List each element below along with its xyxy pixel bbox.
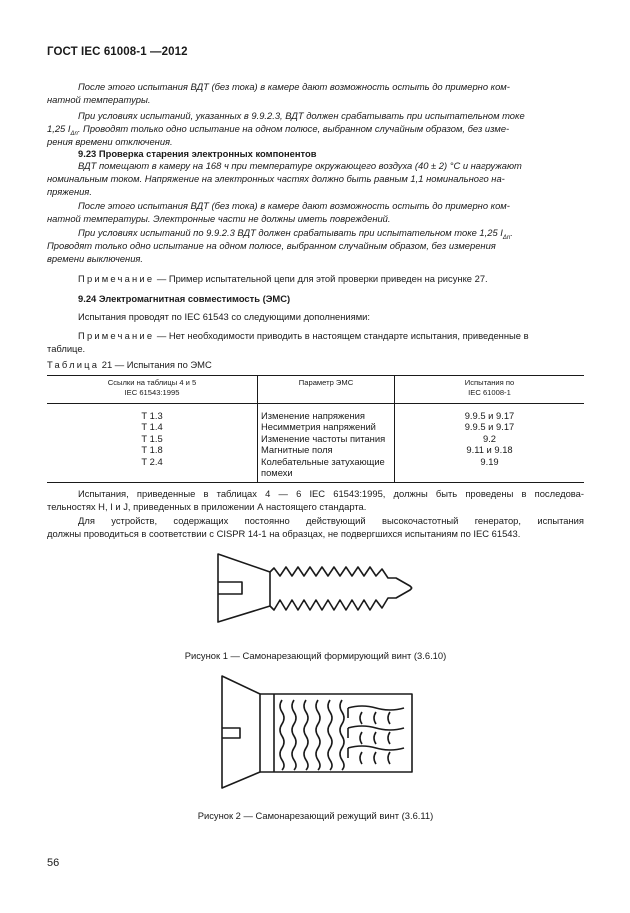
paragraph-line: Проводят только одно испытание на одном полюсе, выбранном случайным образом, без измерения: [47, 240, 496, 251]
table-row: [47, 433, 584, 444]
cell-test: 9.2: [395, 433, 585, 444]
header-parameter: Параметр ЭМС: [258, 376, 395, 404]
paragraph-line: Испытания проводят по IEC 61543 со следующими дополнениями:: [78, 311, 370, 322]
cell-ref: Т 1.4: [141, 421, 163, 433]
paragraph-line: тельностях H, I и J, приведенных в приложении А настоящего стандарта.: [47, 501, 367, 512]
page-number: 56: [47, 857, 60, 869]
paragraph-line: рения времени отключения.: [47, 136, 173, 147]
cell-ref: Т 1.3: [141, 410, 163, 421]
cell-test: 9.19: [395, 456, 585, 483]
figure-2-caption: Рисунок 2 — Самонарезающий режущий винт (3.6.11): [197, 810, 434, 821]
cell-param: Магнитные поля: [258, 444, 395, 455]
paragraph-line: пряжения.: [47, 186, 92, 197]
cell-test: 9.11 и 9.18: [395, 444, 585, 455]
note-1: Примечание — Пример испытательной цепи для этой проверки приведен на рисунке 27.: [78, 273, 488, 284]
note-2-continued: таблице.: [47, 343, 86, 354]
table-row: [47, 404, 584, 422]
cell-param: Несимметрия напряжений: [258, 421, 395, 432]
cell-ref: Т 1.5: [141, 432, 163, 444]
cell-ref: Т 1.8: [141, 444, 163, 456]
figure-1-thread-forming-screw: [210, 548, 420, 628]
ems-tests-table: [47, 375, 584, 483]
figure-1-caption: Рисунок 1 — Самонарезающий формирующий винт (3.6.10): [184, 650, 447, 661]
figure-2-thread-cutting-screw: [212, 672, 422, 792]
paragraph-line: После этого испытания ВДТ (без тока) в камере дают возможность остыть до примерно ком-: [78, 200, 510, 211]
paragraph-line: При условиях испытаний по 9.9.2.3 ВДТ должен срабатывать при испытательном токе 1,25 $I_{\Delta n}$.: [78, 227, 513, 241]
paragraph-line: должны проводиться в соответствии с CISPR 14-1 на образцах, не подвергшихся испытаниям по IEC 61543.: [47, 528, 521, 539]
document-header: ГОСТ IEC 61008-1 —2012: [47, 46, 188, 58]
header-references: Ссылки на таблицы 4 и 5 IEC 61543:1995: [47, 376, 258, 404]
paragraph-line: номинальным током. Напряжение на электронных частях должно быть равным 1,1 номинального на-: [47, 173, 505, 184]
cell-test: 9.9.5 и 9.17: [395, 404, 585, 422]
table-header-row: [47, 376, 584, 404]
cell-test: 9.9.5 и 9.17: [395, 421, 585, 432]
paragraph-line: 1,25 $I_{\Delta n}$. Проводят только одно испытание на одном полюсе, выбранном случайным образом, без изме-: [47, 123, 510, 137]
cell-param: Изменение частоты питания: [258, 433, 395, 444]
table-row: [47, 444, 584, 455]
cell-param: Изменение напряжения: [258, 404, 395, 422]
table-row: [47, 421, 584, 432]
table-title: Таблица 21 — Испытания по ЭМС: [47, 359, 212, 370]
paragraph-line: Испытания, приведенные в таблицах 4 — 6 IEC 61543:1995, должны быть проведены в последова-: [78, 488, 584, 499]
paragraph-line: Для устройств, содержащих постоянно действующий высокочастотный генератор, испытания: [78, 515, 584, 526]
cell-ref: Т 2.4: [47, 456, 258, 483]
section-heading-9-23: 9.23 Проверка старения электронных компонентов: [78, 148, 317, 159]
paragraph-line: натной температуры.: [47, 94, 151, 105]
note-2: Примечание — Нет необходимости приводить в настоящем стандарте испытания, приведенные в: [78, 330, 529, 341]
paragraph-line: При условиях испытаний, указанных в 9.9.2.3, ВДТ должен срабатывать при испытательном токе: [78, 110, 525, 121]
paragraph-line: натной температуры. Электронные части не должны иметь повреждений.: [47, 213, 391, 224]
table-row: [47, 456, 584, 483]
section-heading-9-24: 9.24 Электромагнитная совместимость (ЭМС): [78, 293, 291, 304]
cell-param: Колебательные затухающие помехи: [258, 456, 395, 483]
paragraph-line: После этого испытания ВДТ (без тока) в камере дают возможность остыть до примерно ком-: [78, 81, 510, 92]
paragraph-line: ВДТ помещают в камеру на 168 ч при температуре окружающего воздуха (40 ± 2) °С и нагружают: [78, 160, 522, 171]
header-tests: Испытания по IEC 61008-1: [395, 376, 585, 404]
paragraph-line: времени выключения.: [47, 253, 144, 264]
